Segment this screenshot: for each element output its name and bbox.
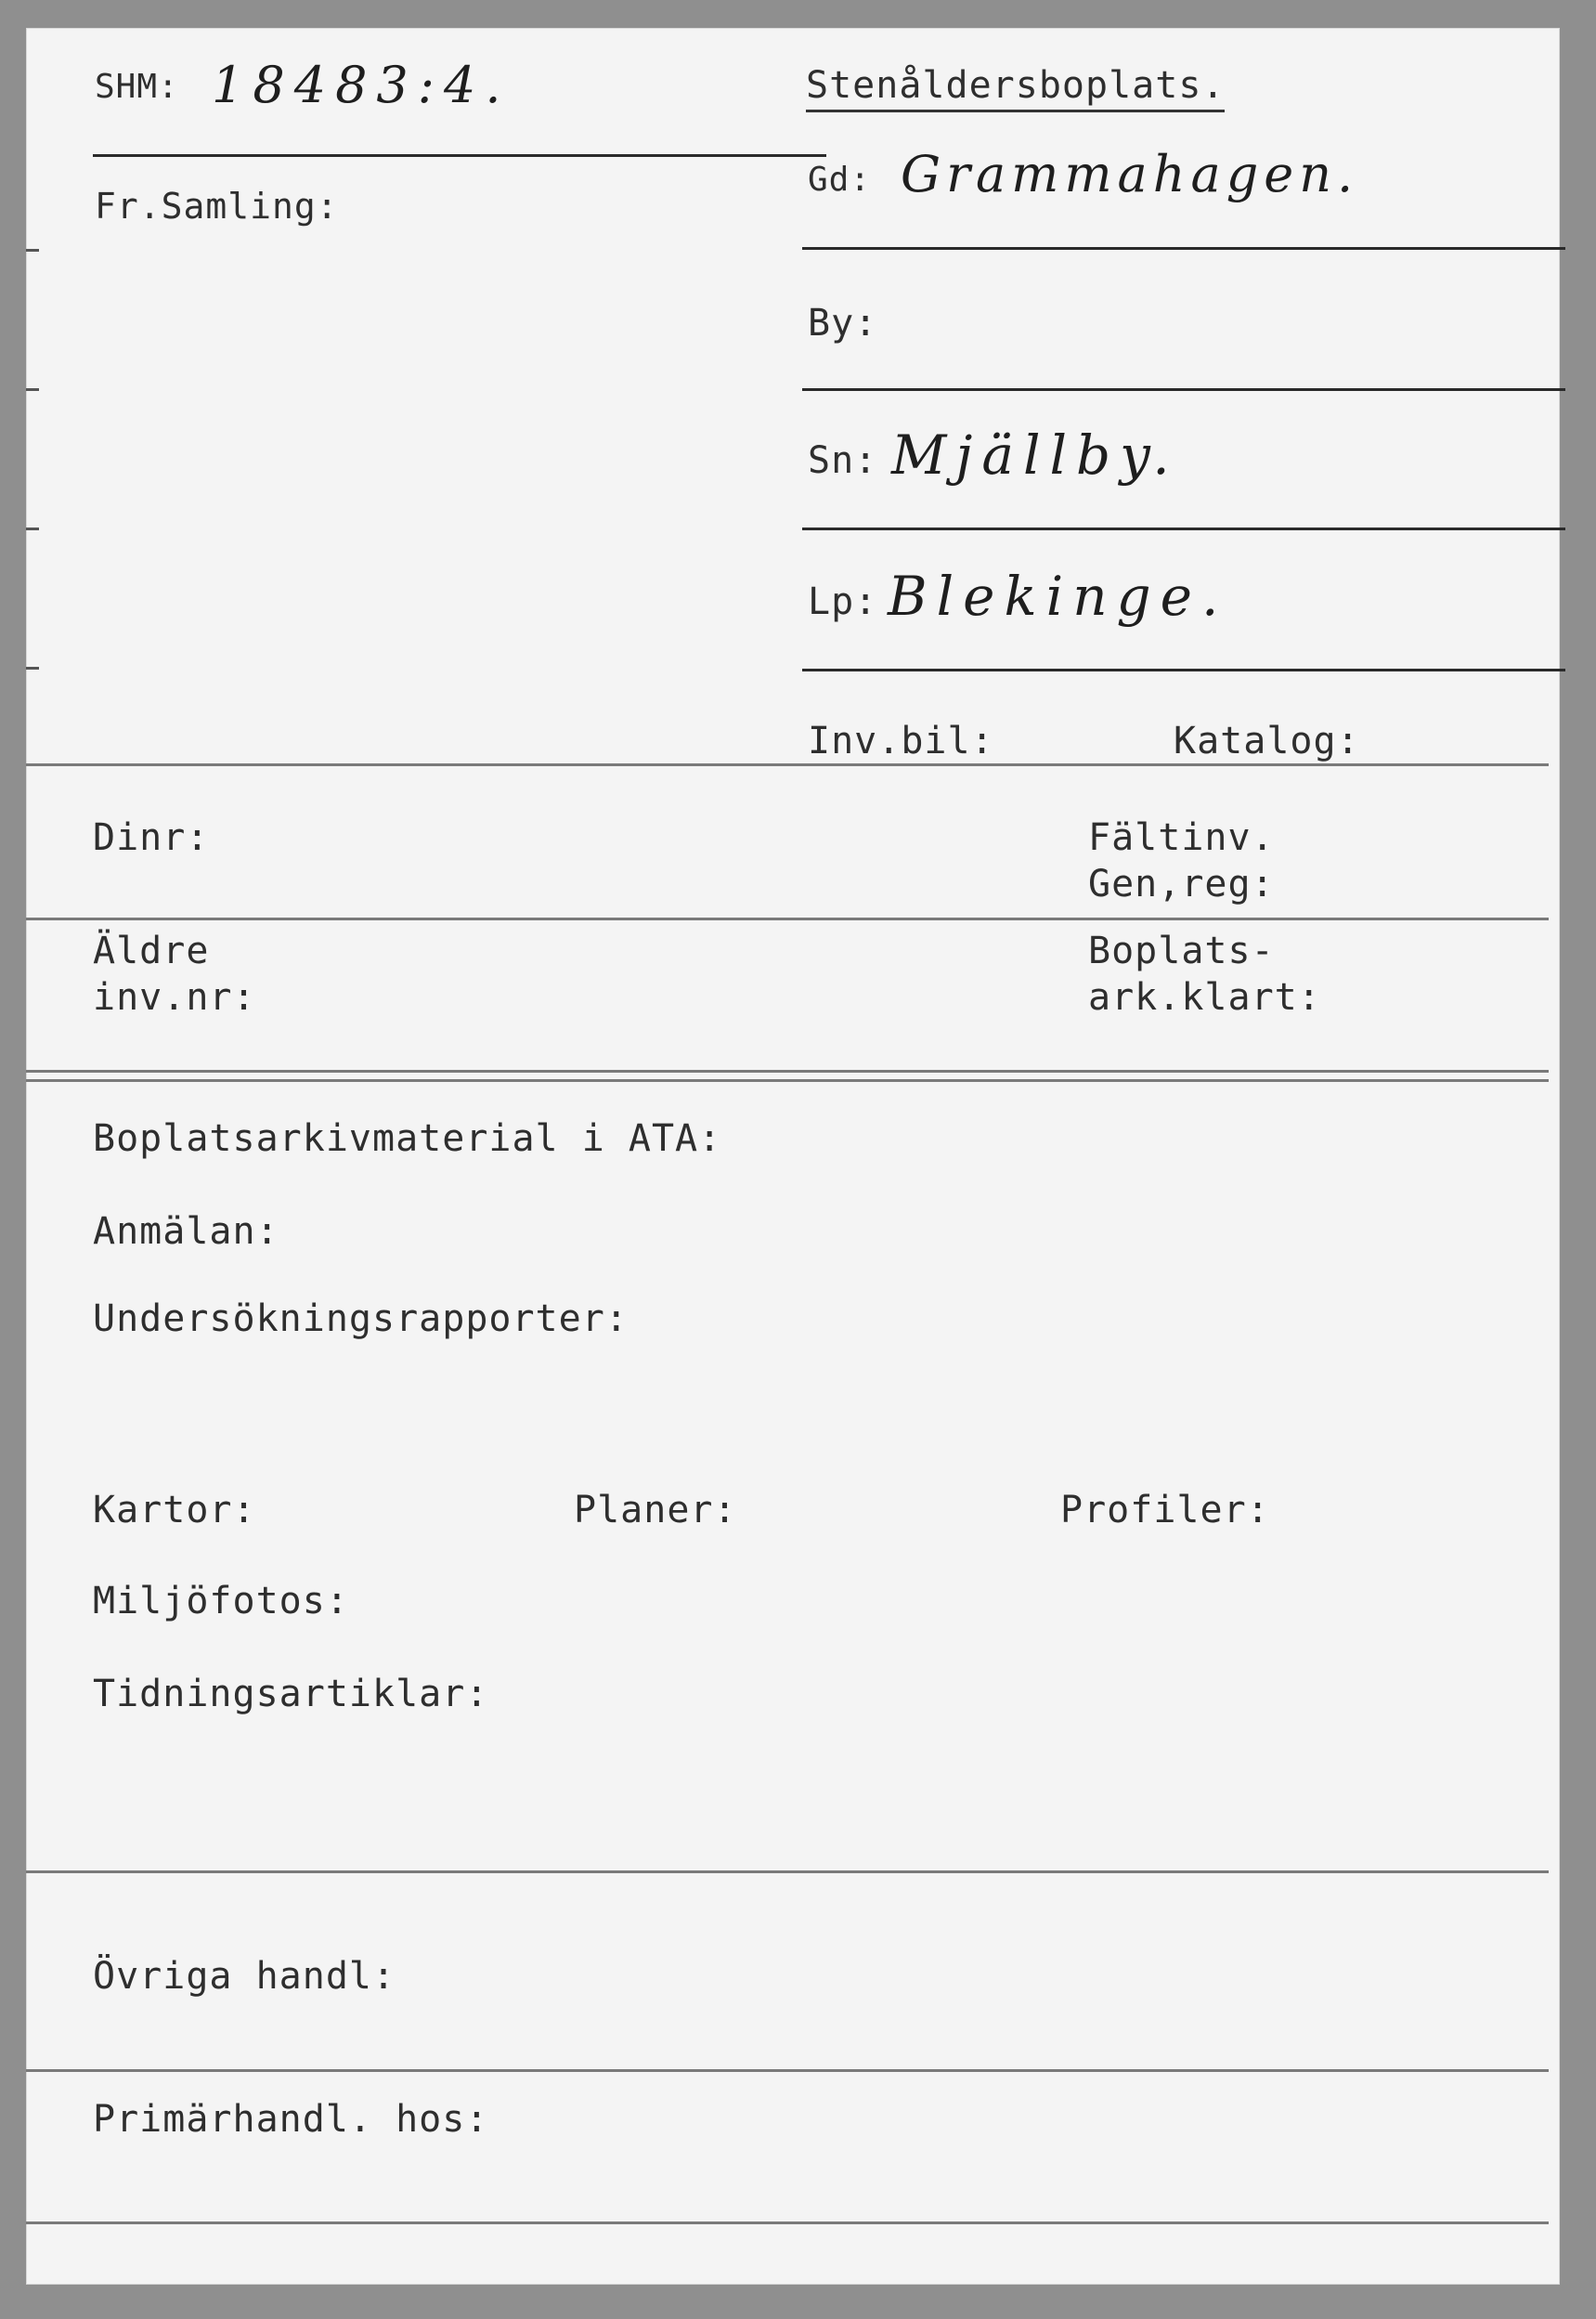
margin-tick bbox=[26, 388, 39, 391]
inv-bil-label: Inv.bil: bbox=[808, 720, 994, 762]
faltinv-label: Fältinv. bbox=[1088, 816, 1275, 859]
divider bbox=[802, 388, 1565, 391]
undersokning-label: Undersökningsrapporter: bbox=[93, 1297, 629, 1340]
margin-tick bbox=[26, 667, 39, 670]
divider bbox=[26, 918, 1549, 920]
margin-tick bbox=[26, 528, 39, 530]
site-type: Stenåldersboplats. bbox=[806, 63, 1225, 112]
kartor-label: Kartor: bbox=[93, 1489, 256, 1531]
ark-klart-label: ark.klart: bbox=[1088, 976, 1321, 1019]
boplatsarkiv-label: Boplatsarkivmaterial i ATA: bbox=[93, 1117, 722, 1160]
divider bbox=[26, 1070, 1549, 1073]
divider bbox=[26, 2221, 1549, 2224]
divider bbox=[802, 528, 1565, 530]
shm-number: 18483:4. bbox=[212, 56, 511, 114]
divider bbox=[802, 247, 1565, 250]
divider bbox=[802, 669, 1565, 671]
anmalan-label: Anmälan: bbox=[93, 1210, 279, 1253]
divider bbox=[26, 2069, 1549, 2072]
tidning-label: Tidningsartiklar: bbox=[93, 1673, 489, 1715]
inv-nr-label: inv.nr: bbox=[93, 976, 256, 1019]
primar-label: Primärhandl. hos: bbox=[93, 2098, 489, 2141]
katalog-label: Katalog: bbox=[1174, 720, 1360, 762]
divider bbox=[26, 763, 1549, 766]
divider bbox=[26, 1079, 1549, 1082]
dinr-label: Dinr: bbox=[93, 816, 210, 859]
ovriga-label: Övriga handl: bbox=[93, 1955, 396, 1998]
profiler-label: Profiler: bbox=[1060, 1489, 1270, 1531]
margin-tick bbox=[26, 249, 39, 252]
gen-reg-label: Gen,reg: bbox=[1088, 863, 1275, 905]
gd-label: Gd: bbox=[808, 161, 872, 199]
fr-samling-label: Fr.Samling: bbox=[95, 186, 339, 227]
planer-label: Planer: bbox=[574, 1489, 737, 1531]
index-card bbox=[26, 28, 1560, 2285]
lp-label: Lp: bbox=[808, 580, 878, 623]
divider bbox=[93, 154, 826, 157]
miljofotos-label: Miljöfotos: bbox=[93, 1580, 349, 1622]
gd-value: Grammahagen. bbox=[901, 145, 1359, 203]
lp-value: Blekinge. bbox=[888, 565, 1228, 628]
sn-label: Sn: bbox=[808, 439, 878, 482]
by-label: By: bbox=[808, 302, 878, 345]
boplats-label: Boplats- bbox=[1088, 930, 1275, 972]
sn-value: Mjällby. bbox=[891, 423, 1179, 487]
shm-label: SHM: bbox=[95, 68, 179, 106]
divider bbox=[26, 1870, 1549, 1873]
aldre-label: Äldre bbox=[93, 930, 210, 972]
